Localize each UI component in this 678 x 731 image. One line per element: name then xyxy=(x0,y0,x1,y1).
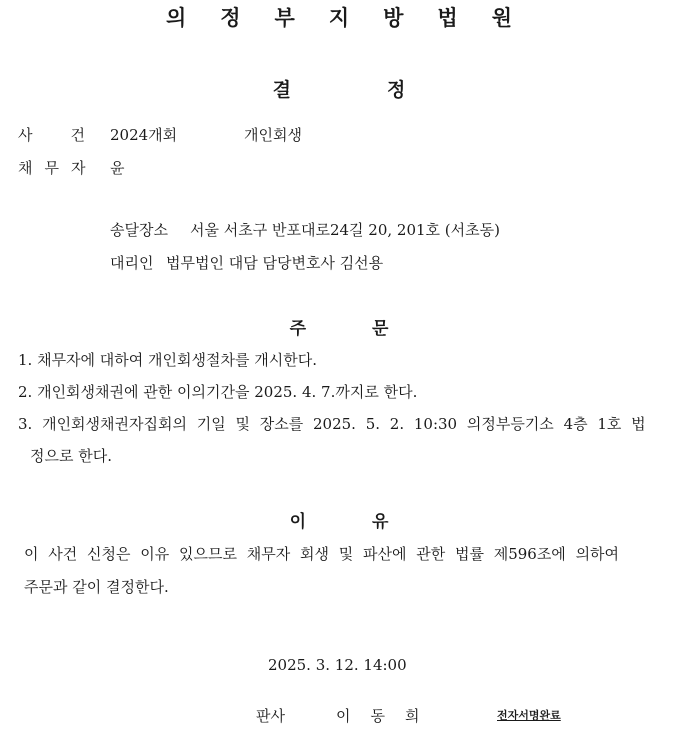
case-label: 사건 xyxy=(18,126,123,144)
debtor-label: 채무자 xyxy=(18,159,98,177)
order-item-continuation: 정으로 한다. xyxy=(30,447,112,465)
decision-date: 2025. 3. 12. 14:00 xyxy=(268,656,407,674)
judge-name: 이동희 xyxy=(336,707,440,725)
case-type: 개인회생 xyxy=(244,126,302,144)
order-item: 1. 채무자에 대하여 개인회생절차를 개시한다. xyxy=(18,351,317,369)
order-heading: 주문 xyxy=(289,319,455,339)
e-signature-stamp: 전자서명완료 xyxy=(497,709,561,722)
debtor-name: 윤 xyxy=(110,159,125,177)
reason-line: 이 사건 신청은 이유 있으므로 채무자 회생 및 파산에 관한 법률 제596조에 의하여 xyxy=(24,545,620,563)
representative-value: 법무법인 대담 담당변호사 김선용 xyxy=(166,254,384,272)
reason-line: 주문과 같이 결정한다. xyxy=(24,578,169,596)
order-item: 3. 개인회생채권자집회의 기일 및 장소를 2025. 5. 2. 10:30 의정부등기소 4층 1호 법 xyxy=(18,415,646,433)
reason-heading: 이유 xyxy=(289,512,455,532)
service-address-label: 송달장소 xyxy=(110,221,168,239)
court-name: 의정부지방법원 xyxy=(165,6,546,30)
representative-label: 대리인 xyxy=(110,254,154,272)
document-title: 결정 xyxy=(272,79,502,101)
case-number: 2024개회 xyxy=(110,126,178,144)
order-item: 2. 개인회생채권에 관한 이의기간을 2025. 4. 7.까지로 한다. xyxy=(18,383,418,401)
judge-title: 판사 xyxy=(256,707,285,725)
service-address-value: 서울 서초구 반포대로24길 20, 201호 (서초동) xyxy=(190,221,500,239)
